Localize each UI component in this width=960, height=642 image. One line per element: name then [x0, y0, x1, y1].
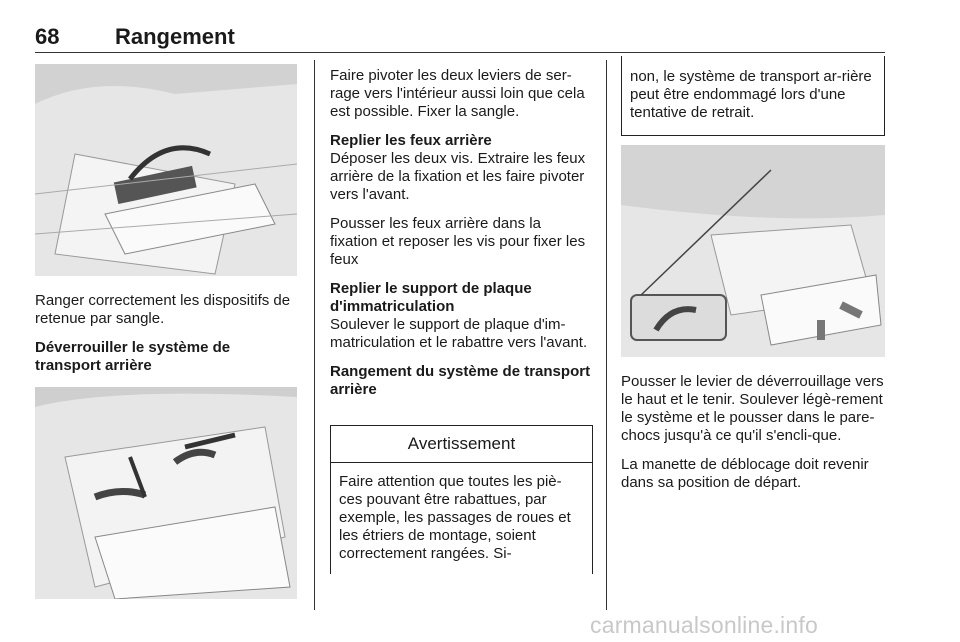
heading-unlock: Déverrouiller le système de transport arrière — [35, 339, 231, 374]
para-rotate-levers: Faire pivoter les deux leviers de ser-rage vers l'intérieur aussi loin que cela est possible. Fixer la sangle. — [330, 67, 585, 120]
page-title: Rangement — [115, 24, 235, 49]
caption-strap: Ranger correctement les dispositifs de retenue par sangle. — [35, 292, 291, 327]
para-push-lever: Pousser le levier de déverrouillage vers le haut et le tenir. Soulever légè-rement le système et le pousser dans le pare-chocs jusqu'à ce qu'il s'encli-que. — [621, 373, 884, 444]
heading-fold-lights: Replier les feux arrière — [330, 132, 492, 149]
warning-box — [330, 425, 593, 574]
heading-storage: Rangement du système de transport arrière — [330, 363, 591, 398]
figure-unlock — [35, 387, 297, 599]
warning-title: Avertissement — [331, 426, 592, 463]
warning-text: Faire attention que toutes les piè-ces pouvant être rabattues, par exemple, les passages de roues et les étriers de montage, soient correctement rangées. Si- — [339, 473, 571, 562]
para-push-lights: Pousser les feux arrière dans la fixation et reposer les vis pour fixer les feux — [330, 215, 586, 268]
header-rule — [35, 52, 885, 53]
column-divider-1 — [314, 60, 315, 610]
warning-continued: non, le système de transport ar-rière peut être endommagé lors d'une tentative de retrait. — [621, 56, 885, 136]
page-number: 68 — [35, 24, 60, 49]
figure-push-system — [621, 145, 885, 357]
heading-fold-plate: Replier le support de plaque d'immatriculation — [330, 280, 532, 315]
para-lift-plate: Soulever le support de plaque d'im-matriculation et le rabattre vers l'avant. — [330, 316, 588, 351]
para-remove-screws: Déposer les deux vis. Extraire les feux arrière de la fixation et les faire pivoter vers l'avant. — [330, 150, 586, 203]
watermark: carmanualsonline.info — [590, 612, 818, 638]
figure-strap-storage — [35, 64, 297, 276]
para-return-handle: La manette de déblocage doit revenir dans sa position de départ. — [621, 456, 869, 491]
column-divider-2 — [606, 60, 607, 610]
